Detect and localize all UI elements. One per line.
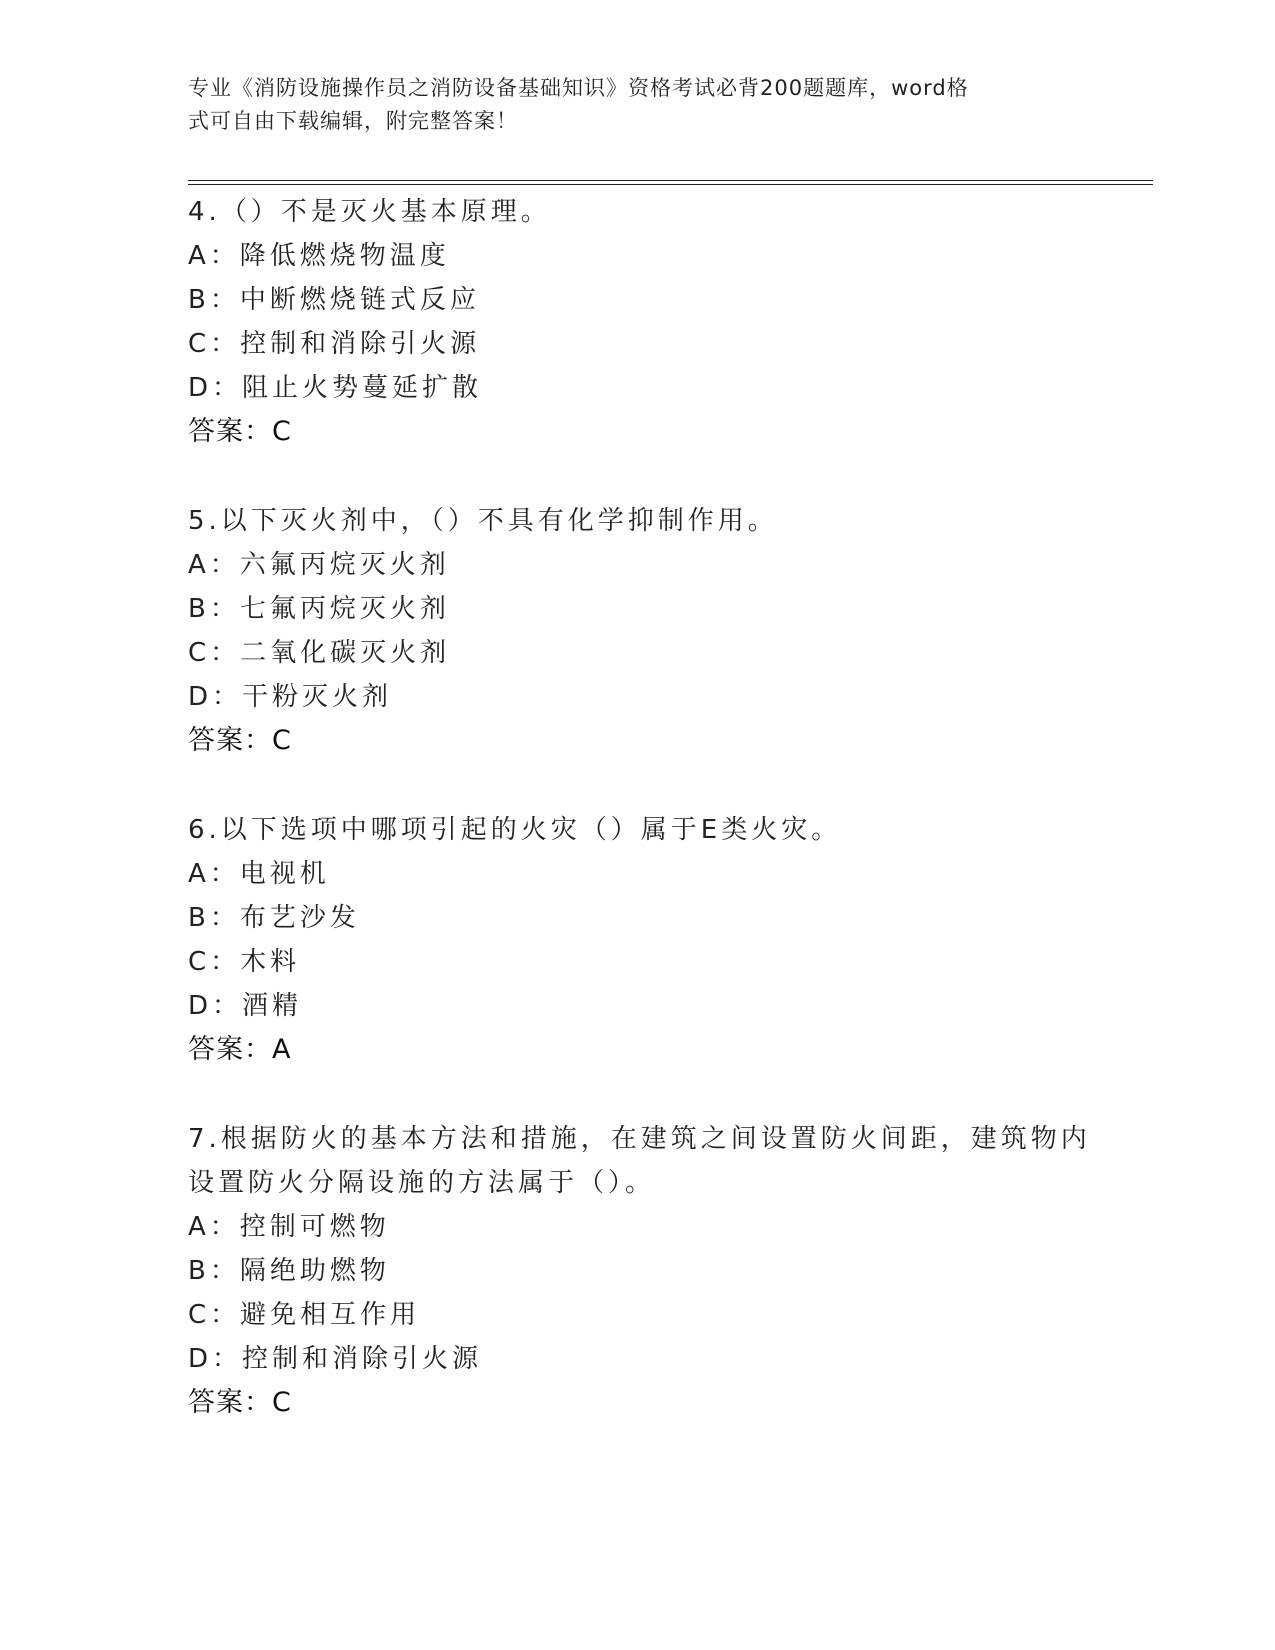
document-header	[188, 72, 1068, 138]
question-4-option-b: B：中断燃烧链式反应	[188, 285, 480, 315]
question-6-option-b: B：布艺沙发	[188, 903, 360, 933]
question-7-option-b: B：隔绝助燃物	[188, 1256, 390, 1286]
question-4-option-a: A：降低燃烧物温度	[188, 241, 450, 271]
question-4-stem: 4.（）不是灭火基本原理。	[188, 197, 551, 227]
question-5-option-c: C：二氧化碳灭火剂	[188, 638, 451, 668]
question-4-option-c: C：控制和消除引火源	[188, 329, 481, 359]
question-5-option-a: A：六氟丙烷灭火剂	[188, 550, 450, 580]
question-7-stem-line-1: 7.根据防火的基本方法和措施，在建筑之间设置防火间距，建筑物内	[188, 1124, 1091, 1154]
question-6-option-c: C：木料	[188, 947, 301, 977]
question-6-option-a: A：电视机	[188, 859, 330, 889]
question-6-stem: 6.以下选项中哪项引起的火灾（）属于E类火灾。	[188, 815, 842, 845]
question-7-stem-line-2: 设置防火分隔设施的方法属于（）。	[188, 1168, 656, 1198]
header-line-2: 式可自由下载编辑，附完整答案！	[188, 109, 518, 133]
question-7-answer: 答案：C	[188, 1387, 292, 1418]
question-6-answer: 答案：A	[188, 1034, 292, 1065]
question-7-option-c: C：避免相互作用	[188, 1300, 421, 1330]
question-5-stem: 5.以下灭火剂中，（）不具有化学抑制作用。	[188, 506, 778, 536]
question-5-answer: 答案：C	[188, 725, 292, 756]
question-5-option-b: B：七氟丙烷灭火剂	[188, 594, 450, 624]
question-6-option-d: D：酒精	[188, 991, 303, 1021]
header-rule-bottom	[188, 184, 1153, 185]
question-4-answer: 答案：C	[188, 416, 292, 447]
header-line-1: 专业《消防设施操作员之消防设备基础知识》资格考试必背200题题库，word格	[188, 76, 969, 100]
question-7-option-d: D：控制和消除引火源	[188, 1344, 483, 1374]
header-rule-top	[188, 180, 1153, 181]
question-7-option-a: A：控制可燃物	[188, 1212, 390, 1242]
question-4-option-d: D：阻止火势蔓延扩散	[188, 373, 483, 403]
question-5-option-d: D：干粉灭火剂	[188, 682, 393, 712]
